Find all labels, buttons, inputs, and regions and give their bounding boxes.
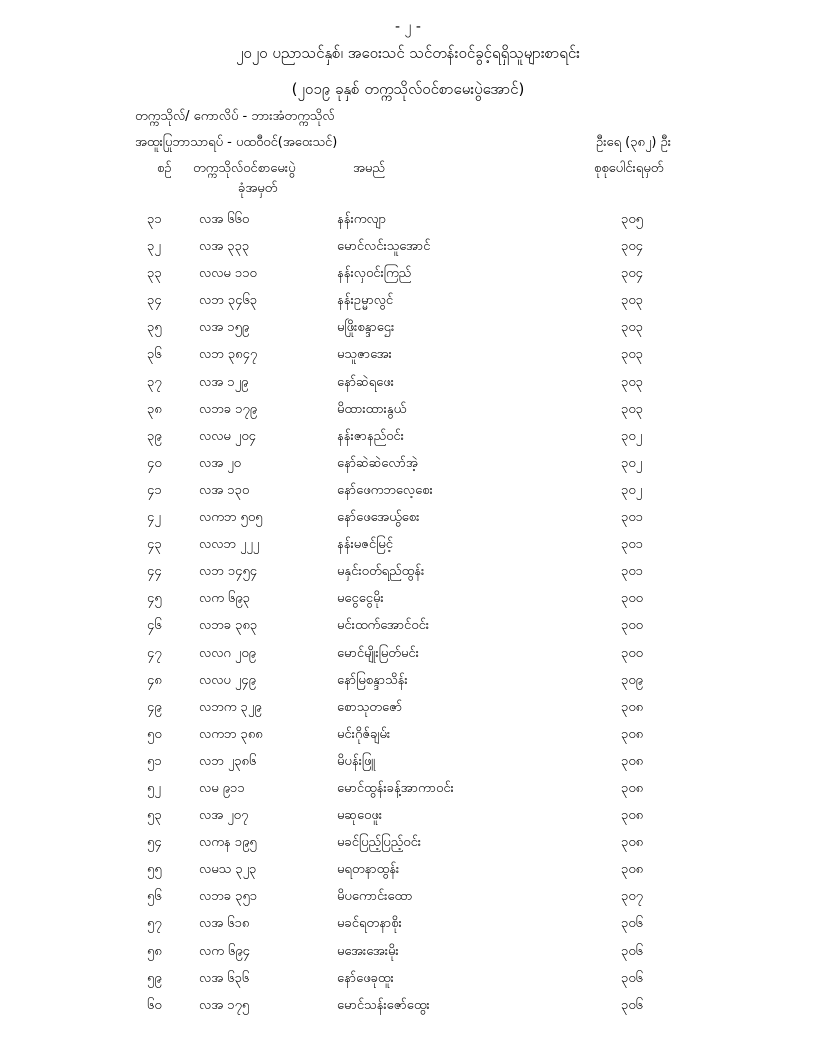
table-row xyxy=(0,720,816,747)
student-name: မောင်မျိုးမြတ်မင်း xyxy=(337,645,419,661)
row-number: ၃၅ xyxy=(147,320,162,336)
table-row xyxy=(0,666,816,693)
exam-seat-number: လဘ ၂၃၈၆ xyxy=(199,753,257,769)
exam-seat-number: လလပ ၂၄၉ xyxy=(199,672,256,688)
total-marks: ၃၀၈ xyxy=(621,862,644,878)
table-row xyxy=(0,286,816,313)
university-line: တက္ကသိုလ်/ ကောလိပ် - ဘားအံတက္ကသိုလ် xyxy=(135,109,335,124)
row-number: ၅၁ xyxy=(147,753,162,769)
column-header-exam-seat: ခုံအမှတ် xyxy=(238,181,278,196)
total-marks: ၃၀၁ xyxy=(621,510,643,526)
exam-seat-number: လဘ ၃၈၄၇ xyxy=(199,347,258,363)
total-marks: ၃၀၀ xyxy=(621,591,643,607)
exam-seat-number: လလဂ ၂၀၉ xyxy=(199,645,256,661)
exam-seat-number: လလမ ၂၀၄ xyxy=(199,428,256,444)
exam-seat-number: လအ ၁၇၅ xyxy=(199,997,250,1013)
total-marks: ၃၀၉ xyxy=(621,672,643,688)
column-header-exam: တက္ကသိုလ်ဝင်စာမေးပွဲ xyxy=(193,161,296,176)
row-number: ၅၃ xyxy=(147,808,162,824)
exam-seat-number: လအ ၁၂၉ xyxy=(199,374,249,390)
table-row xyxy=(0,340,816,367)
total-marks: ၃၀၃ xyxy=(621,347,643,363)
row-number: ၃၁ xyxy=(147,212,162,227)
exam-seat-number: လအ ၂၀ xyxy=(199,455,241,471)
document-subtitle: (၂၀၁၉ ခုနှစ် တက္ကသိုလ်ဝင်စာမေးပွဲအောင်) xyxy=(291,80,525,98)
exam-seat-number: လလမ ၁၁၀ xyxy=(199,266,257,282)
row-number: ၃၆ xyxy=(147,347,162,363)
row-number: ၄၆ xyxy=(147,618,162,634)
total-marks: ၃၀၆ xyxy=(621,970,643,986)
exam-seat-number: လကဘ ၃၈၈ xyxy=(199,726,263,742)
student-name: နန်းမဇင်မြင့် xyxy=(337,537,393,553)
exam-seat-number: လဘခ ၃၈၃ xyxy=(199,618,258,634)
exam-seat-number: လဘခ ၁၇၉ xyxy=(199,401,258,417)
student-name: နော်ဆဲရဖေး xyxy=(337,374,394,390)
total-marks: ၃၀၄ xyxy=(621,266,643,282)
total-marks: ၃၀၈ xyxy=(621,835,644,851)
exam-seat-number: လဘက ၃၂၉ xyxy=(199,699,262,715)
table-row xyxy=(0,991,816,1018)
row-number: ၄၀ xyxy=(147,455,162,471)
total-marks: ၃၀၀ xyxy=(621,618,643,634)
total-marks: ၃၀၃ xyxy=(621,374,643,390)
column-header-no: စဉ် xyxy=(157,161,172,176)
total-marks: ၃၀၈ xyxy=(621,753,644,769)
table-row xyxy=(0,368,816,395)
row-number: ၆၀ xyxy=(147,997,162,1013)
student-name: မိပကောင်းထော xyxy=(337,889,413,905)
row-number: ၄၁ xyxy=(147,482,162,498)
row-number: ၅၄ xyxy=(147,835,162,851)
total-marks: ၃၀၈ xyxy=(621,808,644,824)
student-name: နန်းဥမ္မာလွင် xyxy=(337,293,394,309)
table-row xyxy=(0,503,816,530)
exam-seat-number: လကဘ ၅၀၅ xyxy=(199,510,263,526)
exam-seat-number: လမ ၉၁၁ xyxy=(199,780,245,796)
subject-line: အထူးပြုဘာသာရပ် - ပထဝီဝင်(အဝေးသင်) xyxy=(135,135,338,150)
student-name: မင်းထက်အောင်ဝင်း xyxy=(337,618,430,634)
total-marks: ၃၀၂ xyxy=(621,455,643,471)
table-row xyxy=(0,232,816,259)
total-marks: ၃၀၅ xyxy=(621,212,643,227)
student-name: မငွေငွေမိုး xyxy=(337,591,384,607)
table-row xyxy=(0,584,816,611)
page-number: - ၂ - xyxy=(395,19,421,35)
total-marks: ၃၀၆ xyxy=(621,943,643,959)
exam-seat-number: လလဘ ၂၂၂ xyxy=(199,537,260,553)
total-marks: ၃၀၇ xyxy=(621,889,643,905)
student-name: မင်းဂိုဇ်ချမ်း xyxy=(337,726,391,742)
student-name: မောင်လင်းသူအောင် xyxy=(337,239,431,255)
exam-seat-number: လအ ၆၁၈ xyxy=(199,916,250,932)
total-marks: ၃၀၆ xyxy=(621,916,643,932)
table-row xyxy=(0,395,816,422)
exam-seat-number: လအ ၆၆၀ xyxy=(199,212,250,227)
table-row xyxy=(0,205,816,232)
exam-seat-number: လအ ၁၃၀ xyxy=(199,482,250,498)
row-number: ၃၄ xyxy=(147,293,162,309)
table-row xyxy=(0,449,816,476)
student-name: နန်းကလျာ xyxy=(337,212,387,227)
total-marks: ၃၀၈ xyxy=(621,780,644,796)
exam-seat-number: လကန ၁၉၅ xyxy=(199,835,257,851)
exam-seat-number: လက ၆၉၄ xyxy=(199,943,250,959)
row-number: ၅၆ xyxy=(147,889,162,905)
student-name: မအေးအေးမိုး xyxy=(337,943,399,959)
document-title: ၂၀၂၀ ပညာသင်နှစ်၊ အဝေးသင် သင်တန်းဝင်ခွင့်ရရှိသူများစာရင်း xyxy=(236,44,580,62)
student-name: နန်းဇာနည်ဝင်း xyxy=(337,428,404,444)
row-number: ၅၅ xyxy=(147,862,162,878)
row-number: ၃၇ xyxy=(147,374,162,390)
student-name: မခင်ပြည့်ပြည့်ဝင်း xyxy=(337,835,422,851)
total-marks: ၃၀၁ xyxy=(621,537,643,553)
row-number: ၄၈ xyxy=(147,672,162,688)
student-name: မနှင်းဝတ်ရည်ထွန်း xyxy=(337,564,425,580)
student-name: နော်ဖေအေယွ်စေး xyxy=(337,510,420,526)
table-row xyxy=(0,855,816,882)
row-number: ၅၀ xyxy=(147,726,162,742)
student-name: မခင်ရတနာစိုး xyxy=(337,916,402,932)
total-marks: ၃၀၈ xyxy=(621,699,644,715)
table-row xyxy=(0,693,816,720)
row-number: ၃၃ xyxy=(147,266,162,282)
total-marks: ၃၀၆ xyxy=(621,997,643,1013)
table-row xyxy=(0,909,816,936)
table-row xyxy=(0,882,816,909)
table-row xyxy=(0,259,816,286)
student-name: နော်မြစန္ဒာသိန်း xyxy=(337,672,408,688)
total-marks: ၃၀၁ xyxy=(621,564,643,580)
exam-seat-number: လဘခ ၃၅၁ xyxy=(199,889,258,905)
student-name: နော်ဖေခုထူး xyxy=(337,970,394,986)
row-number: ၅၂ xyxy=(147,780,161,796)
column-header-total: စုစုပေါင်းရမှတ် xyxy=(594,161,664,176)
table-row xyxy=(0,964,816,991)
student-name: မရတနာထွန်း xyxy=(337,862,400,878)
table-row xyxy=(0,313,816,340)
student-name: နော်ဆဲဆဲလော်အဲ့ xyxy=(337,455,418,471)
row-number: ၃၈ xyxy=(147,401,162,417)
row-number: ၅၇ xyxy=(147,916,162,932)
count-line: ဦးရေ (၃၈၂) ဦး xyxy=(596,135,672,150)
student-name: မဖြိုးစန္ဒာဌေး xyxy=(337,320,395,336)
row-number: ၃၉ xyxy=(147,428,162,444)
row-number: ၅၈ xyxy=(147,943,162,959)
exam-seat-number: လဘ ၃၄၆၃ xyxy=(199,293,258,309)
row-number: ၄၄ xyxy=(147,564,162,580)
table-row xyxy=(0,557,816,584)
exam-seat-number: လအ ၃၃၃ xyxy=(199,239,250,255)
row-number: ၄၅ xyxy=(147,591,162,607)
exam-seat-number: လမသ ၃၂၃ xyxy=(199,862,257,878)
exam-seat-number: လအ ၂၀၇ xyxy=(199,808,249,824)
table-row xyxy=(0,774,816,801)
student-name: နော်ဖေကဘလေ့စေး xyxy=(337,482,433,498)
student-name: မိထားထားနွယ် xyxy=(337,401,407,417)
exam-seat-number: လဘ ၁၄၅၄ xyxy=(199,564,258,580)
row-number: ၄၃ xyxy=(147,537,162,553)
student-name: မိပန်းဖြူ xyxy=(337,753,376,769)
row-number: ၅၉ xyxy=(147,970,162,986)
exam-seat-number: လအ ၁၅၉ xyxy=(199,320,250,336)
total-marks: ၃၀၃ xyxy=(621,293,643,309)
table-row xyxy=(0,530,816,557)
table-row xyxy=(0,639,816,666)
total-marks: ၃၀၂ xyxy=(621,482,643,498)
exam-seat-number: လအ ၆၃၆ xyxy=(199,970,250,986)
total-marks: ၃၀၂ xyxy=(621,428,643,444)
table-row xyxy=(0,476,816,503)
total-marks: ၃၀၈ xyxy=(621,726,644,742)
total-marks: ၃၀၃ xyxy=(621,401,643,417)
table-row xyxy=(0,747,816,774)
column-header-name: အမည် xyxy=(353,161,385,176)
total-marks: ၃၀၀ xyxy=(621,645,643,661)
student-name: မသူဇာအေး xyxy=(337,347,392,363)
table-row xyxy=(0,801,816,828)
student-name: မဆုဝေဖူး xyxy=(337,808,383,824)
table-row xyxy=(0,937,816,964)
student-name: နန်းလှဝင်းကြည် xyxy=(337,266,412,282)
student-list xyxy=(0,205,816,1018)
student-name: စောသုတဇော် xyxy=(337,699,403,715)
table-row xyxy=(0,611,816,638)
total-marks: ၃၀၃ xyxy=(621,320,643,336)
row-number: ၄၂ xyxy=(147,510,161,526)
student-name: မောင်ထွန်းခန့်အာကာဝင်း xyxy=(337,780,454,796)
total-marks: ၃၀၄ xyxy=(621,239,643,255)
exam-seat-number: လက ၆၉၃ xyxy=(199,591,250,607)
table-row xyxy=(0,828,816,855)
table-row xyxy=(0,422,816,449)
student-name: မောင်သန်းဇော်ထွေး xyxy=(337,997,430,1013)
row-number: ၄၉ xyxy=(147,699,162,715)
row-number: ၃၂ xyxy=(147,239,161,255)
row-number: ၄၇ xyxy=(147,645,162,661)
